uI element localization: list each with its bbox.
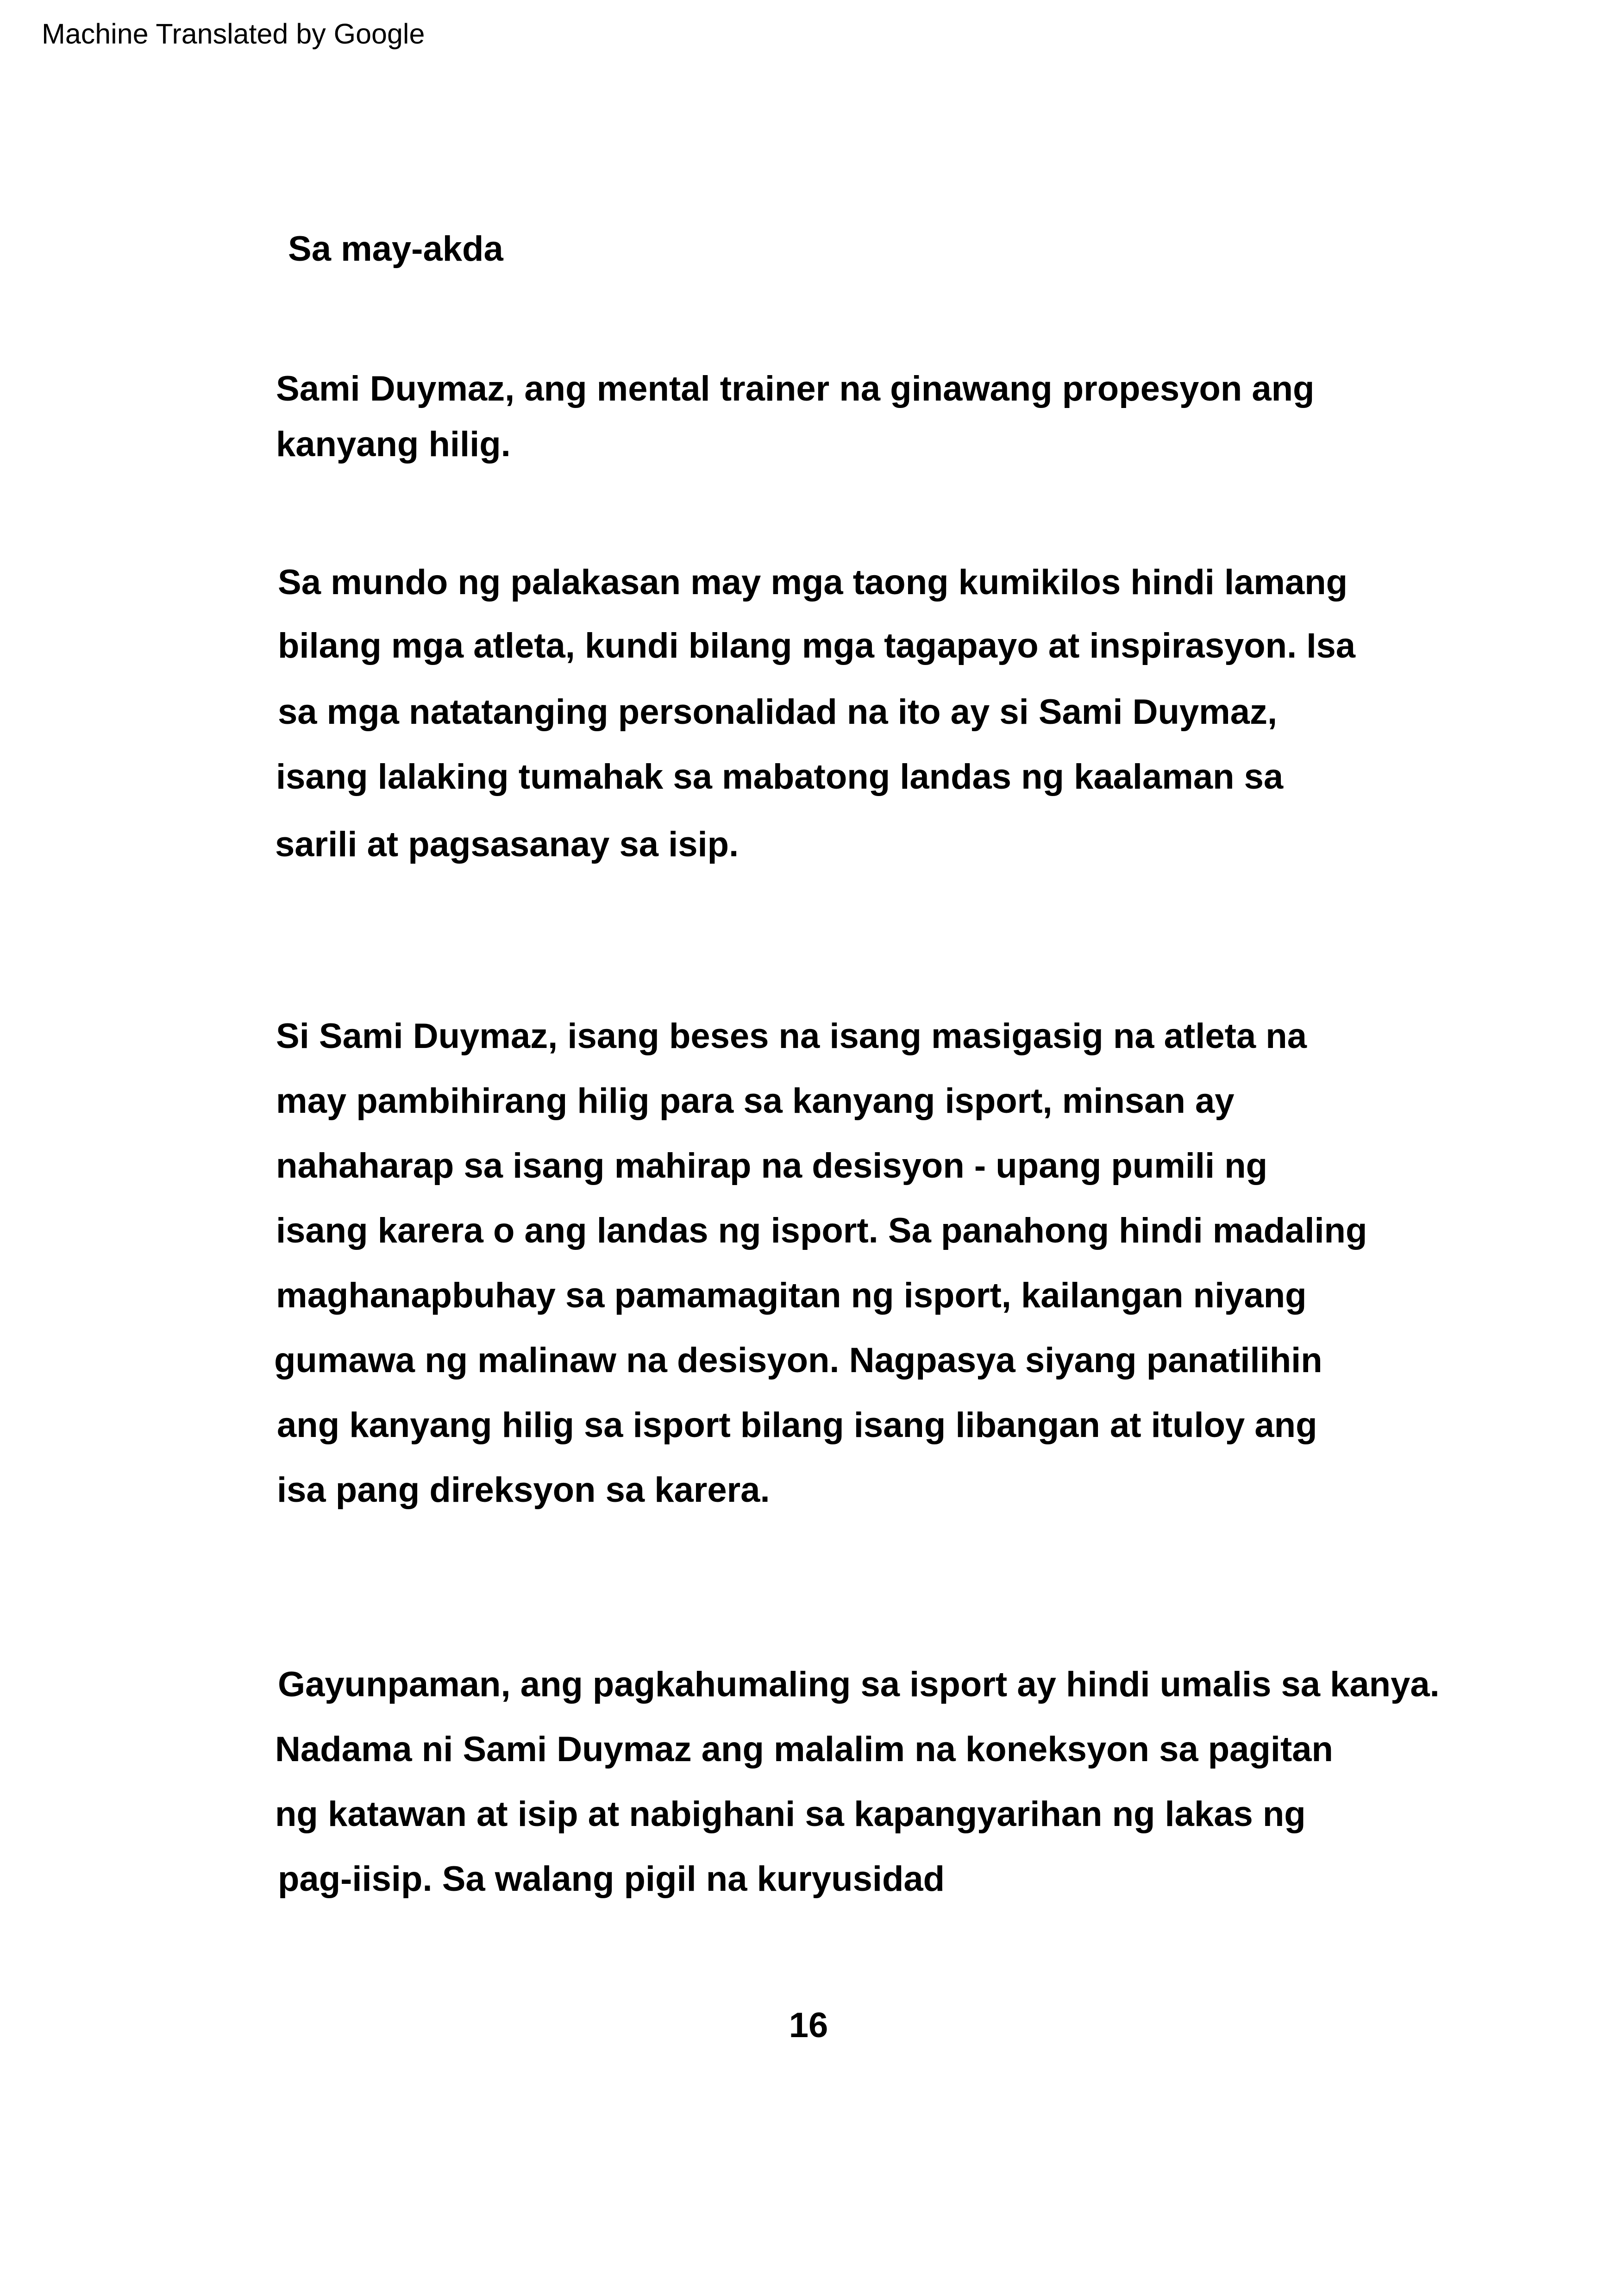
paragraph-3-line: ng katawan at isip at nabighani sa kapangyarihan ng lakas ng xyxy=(275,1794,1306,1834)
paragraph-2-line: isang karera o ang landas ng isport. Sa panahong hindi madaling xyxy=(276,1211,1367,1250)
paragraph-2-line: gumawa ng malinaw na desisyon. Nagpasya siyang panatilihin xyxy=(274,1341,1322,1380)
paragraph-1-line: sarili at pagsasanay sa isip. xyxy=(275,825,739,864)
paragraph-3-line: Gayunpaman, ang pagkahumaling sa isport ay hindi umalis sa kanya. xyxy=(278,1665,1440,1704)
paragraph-2-line: Si Sami Duymaz, isang beses na isang masigasig na atleta na xyxy=(276,1016,1307,1056)
machine-translation-watermark: Machine Translated by Google xyxy=(42,18,425,50)
paragraph-3-line: Nadama ni Sami Duymaz ang malalim na koneksyon sa pagitan xyxy=(275,1730,1333,1769)
paragraph-1-line: bilang mga atleta, kundi bilang mga tagapayo at inspirasyon. Isa xyxy=(278,626,1355,665)
paragraph-2-line: ang kanyang hilig sa isport bilang isang libangan at ituloy ang xyxy=(277,1405,1317,1445)
page-number: 16 xyxy=(789,2006,828,2045)
paragraph-1-line: sa mga natatanging personalidad na ito ay si Sami Duymaz, xyxy=(278,692,1278,732)
paragraph-1-line: Sa mundo ng palakasan may mga taong kumikilos hindi lamang xyxy=(278,563,1348,602)
subtitle-line: kanyang hilig. xyxy=(276,425,511,464)
paragraph-2-line: maghanapbuhay sa pamamagitan ng isport, kailangan niyang xyxy=(276,1276,1307,1315)
section-heading: Sa may-akda xyxy=(288,229,503,269)
subtitle-line: Sami Duymaz, ang mental trainer na ginawang propesyon ang xyxy=(276,369,1315,408)
paragraph-2-line: may pambihirang hilig para sa kanyang isport, minsan ay xyxy=(276,1081,1235,1121)
paragraph-2-line: isa pang direksyon sa karera. xyxy=(277,1470,770,1510)
paragraph-1-line: isang lalaking tumahak sa mabatong landas ng kaalaman sa xyxy=(276,757,1284,797)
paragraph-3-line: pag-iisip. Sa walang pigil na kuryusidad xyxy=(278,1859,945,1899)
paragraph-2-line: nahaharap sa isang mahirap na desisyon - upang pumili ng xyxy=(276,1146,1268,1186)
